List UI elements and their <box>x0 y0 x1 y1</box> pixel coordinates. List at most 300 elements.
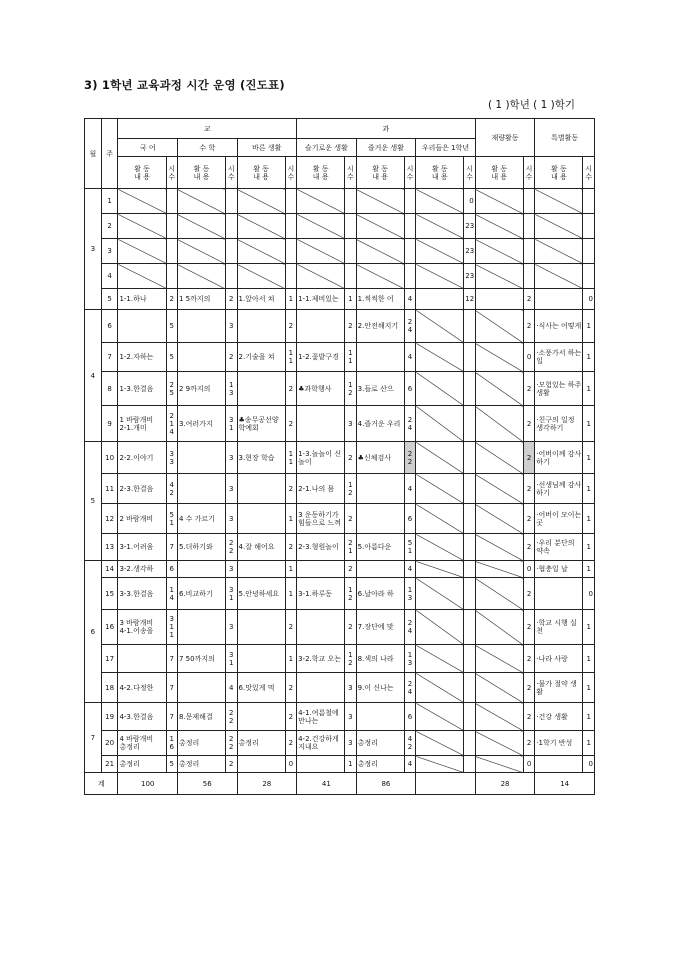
content-cell <box>475 289 523 310</box>
hours-cell: 1 <box>583 406 595 442</box>
content-cell: 4-3.한결음 <box>118 703 166 731</box>
content-cell <box>356 504 404 534</box>
hours-cell <box>464 756 476 773</box>
content-cell: 2-3.한결음 <box>118 474 166 504</box>
content-cell <box>416 673 464 703</box>
hours-header: 시 수 <box>226 157 237 189</box>
content-cell <box>297 561 345 578</box>
week-cell: 15 <box>101 578 118 610</box>
content-cell: 2.안전해지기 <box>356 310 404 343</box>
content-cell <box>475 214 523 239</box>
table-row <box>85 731 595 756</box>
hours-cell: 3 <box>226 442 237 474</box>
hours-cell: 4 <box>404 474 415 504</box>
content-cell <box>356 474 404 504</box>
hours-cell <box>464 474 476 504</box>
hours-cell <box>345 214 356 239</box>
hours-cell <box>464 731 476 756</box>
content-cell <box>297 189 345 214</box>
hours-cell: 1 <box>345 756 356 773</box>
content-cell: 4.잘 해어요 <box>237 534 285 561</box>
content-cell <box>416 343 464 372</box>
content-cell <box>356 214 404 239</box>
content-cell: ·나라 사랑 <box>535 645 583 673</box>
hours-cell: 1 <box>583 474 595 504</box>
subject-jeulgeoun: 즐거운 생활 <box>356 139 416 157</box>
content-cell <box>416 504 464 534</box>
content-cell: 4 바람개비 총정리 <box>118 731 166 756</box>
hours-cell: 1 <box>583 504 595 534</box>
content-cell <box>475 264 523 289</box>
hours-cell: 3 <box>226 610 237 645</box>
hours-cell <box>226 189 237 214</box>
content-header: 활 동 내 용 <box>297 157 345 189</box>
content-cell <box>118 264 166 289</box>
content-cell <box>297 239 345 264</box>
content-cell <box>416 289 464 310</box>
content-cell <box>475 474 523 504</box>
hours-cell: 2 4 <box>404 610 415 645</box>
hours-cell <box>464 372 476 406</box>
content-cell: 7 50까지의 <box>177 645 225 673</box>
content-cell <box>475 534 523 561</box>
table-row <box>85 703 595 731</box>
content-cell: 1-2.자하는 <box>118 343 166 372</box>
hours-cell: 2 4 <box>404 673 415 703</box>
content-header: 활 동 내 용 <box>177 157 225 189</box>
content-cell <box>297 214 345 239</box>
content-cell: ·어버이께 감사하기 <box>535 442 583 474</box>
content-cell: 6.비교하기 <box>177 578 225 610</box>
week-cell: 12 <box>101 504 118 534</box>
hours-cell <box>345 264 356 289</box>
hours-cell: 1 <box>583 703 595 731</box>
content-cell: 1 5까지의 <box>177 289 225 310</box>
content-cell <box>416 214 464 239</box>
content-cell <box>118 645 166 673</box>
table-row <box>85 343 595 372</box>
hours-cell: 1 1 <box>285 442 297 474</box>
content-cell <box>177 264 225 289</box>
teukbyeol-header: 특별활동 <box>535 119 595 157</box>
content-cell: 2-2.이야기 <box>118 442 166 474</box>
hours-cell: 2 <box>285 474 297 504</box>
hours-cell: 2 <box>523 310 534 343</box>
hours-header: 시 수 <box>464 157 476 189</box>
hours-cell <box>583 214 595 239</box>
content-cell <box>416 474 464 504</box>
hours-header: 시 수 <box>523 157 534 189</box>
hours-cell: 3 <box>345 673 356 703</box>
content-cell <box>237 372 285 406</box>
hours-cell <box>583 239 595 264</box>
content-cell <box>118 239 166 264</box>
hours-header: 시 수 <box>166 157 177 189</box>
content-cell <box>416 645 464 673</box>
hours-cell: 1 2 <box>345 474 356 504</box>
week-cell: 8 <box>101 372 118 406</box>
content-cell <box>416 610 464 645</box>
hours-cell: 2 <box>226 756 237 773</box>
content-cell <box>237 189 285 214</box>
content-cell <box>237 756 285 773</box>
hours-cell: 23 <box>464 214 476 239</box>
hours-cell: 2 <box>523 406 534 442</box>
hours-cell: 1 <box>345 289 356 310</box>
content-cell <box>416 189 464 214</box>
hours-cell: 4 <box>226 673 237 703</box>
content-header: 활 동 내 용 <box>118 157 166 189</box>
week-cell: 19 <box>101 703 118 731</box>
month-cell: 6 <box>85 561 102 703</box>
content-cell <box>475 610 523 645</box>
hours-cell <box>464 703 476 731</box>
hours-cell: 1 3 <box>226 372 237 406</box>
table-row <box>85 442 595 474</box>
hours-cell: 2 4 <box>404 310 415 343</box>
hours-cell: 5 <box>166 310 177 343</box>
hours-cell: 1 <box>285 561 297 578</box>
hours-cell: 2 <box>523 442 534 474</box>
hours-cell: 0 <box>523 756 534 773</box>
hours-cell: 3 <box>345 731 356 756</box>
content-cell <box>475 372 523 406</box>
content-cell: 3-3.한결음 <box>118 578 166 610</box>
month-cell: 4 <box>85 310 102 442</box>
content-cell: 2-3.형원놀이 <box>297 534 345 561</box>
jaeryang-header: 재량활동 <box>475 119 535 157</box>
hours-cell <box>523 239 534 264</box>
hours-cell: 7 <box>166 645 177 673</box>
content-cell: 4-1.여름철에 만나는 <box>297 703 345 731</box>
schedule-table <box>84 118 595 795</box>
week-cell: 20 <box>101 731 118 756</box>
hours-cell <box>464 610 476 645</box>
content-cell: 총정리 <box>177 756 225 773</box>
hours-cell: 7 <box>166 673 177 703</box>
total-ja: 28 <box>475 773 535 795</box>
hours-cell: 1 <box>583 610 595 645</box>
content-cell: 4-2.다정한 <box>118 673 166 703</box>
content-cell <box>535 578 583 610</box>
hours-cell: 23 <box>464 264 476 289</box>
month-header: 월 <box>85 119 102 189</box>
content-cell: 1.앞아서 쳐 <box>237 289 285 310</box>
hours-cell <box>404 189 415 214</box>
content-cell <box>475 561 523 578</box>
content-cell <box>535 264 583 289</box>
hours-cell: 3 1 <box>226 406 237 442</box>
week-cell: 7 <box>101 343 118 372</box>
content-cell: 4-2.건강하게 지내요 <box>297 731 345 756</box>
hours-cell: 2 <box>523 610 534 645</box>
content-cell <box>416 756 464 773</box>
hours-cell: 0 <box>523 343 534 372</box>
content-cell <box>356 239 404 264</box>
hours-cell: 4 <box>404 289 415 310</box>
hours-cell: 3 <box>345 703 356 731</box>
content-cell <box>237 310 285 343</box>
content-cell <box>535 756 583 773</box>
week-cell: 3 <box>101 239 118 264</box>
hours-cell <box>464 561 476 578</box>
table-row <box>85 578 595 610</box>
week-cell: 14 <box>101 561 118 578</box>
hours-header: 시 수 <box>404 157 415 189</box>
content-cell <box>356 189 404 214</box>
content-cell: 2-1.나의 몸 <box>297 474 345 504</box>
content-cell: 1-3.한결음 <box>118 372 166 406</box>
hours-cell: 2 <box>523 534 534 561</box>
hours-cell: 12 <box>464 289 476 310</box>
content-cell: 8.색의 나라 <box>356 645 404 673</box>
hours-cell: 0 <box>285 756 297 773</box>
content-cell: 2 바람개비 <box>118 504 166 534</box>
hours-cell: 1 <box>285 289 297 310</box>
total-jg: 86 <box>356 773 416 795</box>
content-cell <box>416 372 464 406</box>
subject-seulgi: 슬기로운 생활 <box>297 139 357 157</box>
content-header: 활 동 내 용 <box>535 157 583 189</box>
hours-cell <box>464 578 476 610</box>
hours-cell <box>523 214 534 239</box>
total-ba: 28 <box>237 773 297 795</box>
hours-cell: 1 6 <box>166 731 177 756</box>
table-row <box>85 406 595 442</box>
hours-cell: 1 <box>285 504 297 534</box>
hours-cell: 3 <box>226 310 237 343</box>
content-cell <box>297 264 345 289</box>
hours-cell <box>583 264 595 289</box>
hours-cell: 3 <box>226 474 237 504</box>
table-row <box>85 756 595 773</box>
table-row <box>85 310 595 343</box>
hours-cell: 1 <box>583 343 595 372</box>
content-cell <box>356 561 404 578</box>
hours-cell: 2 2 <box>404 442 415 474</box>
hours-cell: 3 1 <box>226 578 237 610</box>
hours-cell: 2 <box>523 673 534 703</box>
week-cell: 5 <box>101 289 118 310</box>
content-cell <box>297 406 345 442</box>
hours-cell: 1 3 <box>404 645 415 673</box>
month-cell: 5 <box>85 442 102 561</box>
hours-header: 시 수 <box>285 157 297 189</box>
content-cell <box>475 239 523 264</box>
hours-cell: 2 <box>285 610 297 645</box>
content-cell <box>475 310 523 343</box>
table-row <box>85 289 595 310</box>
hours-cell <box>464 673 476 703</box>
content-cell <box>177 610 225 645</box>
content-cell <box>177 189 225 214</box>
content-cell <box>475 756 523 773</box>
hours-cell <box>583 189 595 214</box>
week-cell: 18 <box>101 673 118 703</box>
content-cell <box>475 673 523 703</box>
hours-cell: 2 <box>285 372 297 406</box>
content-cell: 1.씩씩한 어 <box>356 289 404 310</box>
hours-cell <box>166 264 177 289</box>
content-cell <box>297 756 345 773</box>
content-cell: 9.이 신나는 <box>356 673 404 703</box>
content-cell <box>356 703 404 731</box>
hours-cell: 2 <box>285 703 297 731</box>
hours-cell: 1 3 <box>404 578 415 610</box>
content-cell <box>475 442 523 474</box>
hours-cell: 2 5 <box>166 372 177 406</box>
content-header: 활 동 내 용 <box>237 157 285 189</box>
week-cell: 13 <box>101 534 118 561</box>
content-cell: 총정리 <box>356 756 404 773</box>
content-cell <box>237 504 285 534</box>
week-cell: 11 <box>101 474 118 504</box>
hours-cell: 1 <box>583 442 595 474</box>
hours-cell: 4 <box>404 756 415 773</box>
content-cell: 4.즐거운 우리 <box>356 406 404 442</box>
content-cell <box>416 534 464 561</box>
hours-cell: 0 <box>583 578 595 610</box>
content-cell <box>535 189 583 214</box>
week-header: 주 <box>101 119 118 189</box>
content-cell <box>416 561 464 578</box>
hours-cell <box>523 189 534 214</box>
hours-cell: 5 1 <box>404 534 415 561</box>
hours-cell: 2 <box>523 372 534 406</box>
hours-cell <box>226 239 237 264</box>
content-cell: 2.기술을 쳐 <box>237 343 285 372</box>
hours-cell: 0 <box>464 189 476 214</box>
hours-cell: 2 <box>523 504 534 534</box>
table-row <box>85 610 595 645</box>
content-cell: 3-2.생각하 <box>118 561 166 578</box>
hours-cell: 2 <box>285 310 297 343</box>
subject-korean: 국 어 <box>118 139 178 157</box>
content-cell <box>177 214 225 239</box>
hours-cell <box>464 343 476 372</box>
content-cell <box>177 442 225 474</box>
content-cell <box>237 474 285 504</box>
hours-cell: 2 <box>226 289 237 310</box>
hours-cell: 2 <box>285 673 297 703</box>
hours-cell <box>166 239 177 264</box>
week-cell: 10 <box>101 442 118 474</box>
content-header: 활 동 내 용 <box>356 157 404 189</box>
hours-cell: 2 <box>523 703 534 731</box>
content-cell: 3.현장 학습 <box>237 442 285 474</box>
content-cell <box>475 731 523 756</box>
week-cell: 21 <box>101 756 118 773</box>
content-cell: ·1학기 반성 <box>535 731 583 756</box>
content-cell <box>118 310 166 343</box>
content-cell: ·선생님께 감사하기 <box>535 474 583 504</box>
table-row <box>85 534 595 561</box>
content-header: 활 동 내 용 <box>416 157 464 189</box>
content-cell: 8.문제해결 <box>177 703 225 731</box>
content-cell <box>416 406 464 442</box>
content-cell <box>356 264 404 289</box>
content-cell <box>118 214 166 239</box>
content-cell: ·학교 시행 실천 <box>535 610 583 645</box>
hours-cell: 2 4 <box>404 406 415 442</box>
hours-cell: 2 <box>345 310 356 343</box>
hours-cell: 2 <box>345 561 356 578</box>
content-cell: 1 바람개비 2-1.개미 <box>118 406 166 442</box>
hours-header: 시 수 <box>345 157 356 189</box>
total-ma: 56 <box>177 773 237 795</box>
hours-cell: 2 2 <box>226 703 237 731</box>
content-cell: 1-1.하나 <box>118 289 166 310</box>
hours-cell: 2 <box>523 731 534 756</box>
subject-bareun: 바른 생활 <box>237 139 297 157</box>
content-cell <box>297 610 345 645</box>
gyo-header: 교 <box>118 119 297 139</box>
content-cell: 총정리 <box>237 731 285 756</box>
content-cell <box>237 610 285 645</box>
content-cell: 총정리 <box>356 731 404 756</box>
content-cell: 5.안녕하세요 <box>237 578 285 610</box>
content-cell: 3.여러가지 <box>177 406 225 442</box>
hours-cell: 2 1 4 <box>166 406 177 442</box>
content-cell <box>416 442 464 474</box>
hours-cell: 3 3 <box>166 442 177 474</box>
hours-cell: 3 <box>345 406 356 442</box>
content-cell <box>297 310 345 343</box>
hours-cell: 6 <box>404 504 415 534</box>
hours-cell: 4 <box>404 343 415 372</box>
content-cell <box>475 578 523 610</box>
hours-cell <box>285 239 297 264</box>
content-cell <box>535 239 583 264</box>
content-cell: 4 수 가르기 <box>177 504 225 534</box>
table-row <box>85 264 595 289</box>
hours-cell <box>285 214 297 239</box>
content-cell: ♣과학행사 <box>297 372 345 406</box>
content-cell <box>475 343 523 372</box>
content-cell: ·소풍가서 하는 일 <box>535 343 583 372</box>
subject-math: 수 학 <box>177 139 237 157</box>
hours-cell: 5 <box>166 756 177 773</box>
hours-cell: 3 <box>226 504 237 534</box>
gwa-header: 과 <box>297 119 476 139</box>
hours-cell: 4 <box>404 561 415 578</box>
content-cell: 5.더하기와 <box>177 534 225 561</box>
totals-row <box>85 773 595 795</box>
hours-cell <box>285 264 297 289</box>
content-cell <box>416 239 464 264</box>
content-cell <box>118 189 166 214</box>
content-header: 활 동 내 용 <box>475 157 523 189</box>
content-cell <box>297 673 345 703</box>
hours-cell: 2 <box>285 534 297 561</box>
hours-cell: 1 <box>583 310 595 343</box>
hours-cell: 1 <box>285 645 297 673</box>
content-cell: 1-3.놀놀이 신놀이 <box>297 442 345 474</box>
content-cell: 5.아름다운 <box>356 534 404 561</box>
page-title: 3) 1학년 교육과정 시간 운영 (진도표) <box>84 78 285 92</box>
content-cell <box>237 239 285 264</box>
content-cell: 총정리 <box>177 731 225 756</box>
week-cell: 6 <box>101 310 118 343</box>
content-cell <box>416 578 464 610</box>
month-cell: 7 <box>85 703 102 773</box>
hours-cell: 1 1 <box>285 343 297 372</box>
hours-cell <box>404 214 415 239</box>
hours-cell: 23 <box>464 239 476 264</box>
content-cell <box>416 703 464 731</box>
content-cell <box>177 673 225 703</box>
content-cell: 3.들로 산으 <box>356 372 404 406</box>
